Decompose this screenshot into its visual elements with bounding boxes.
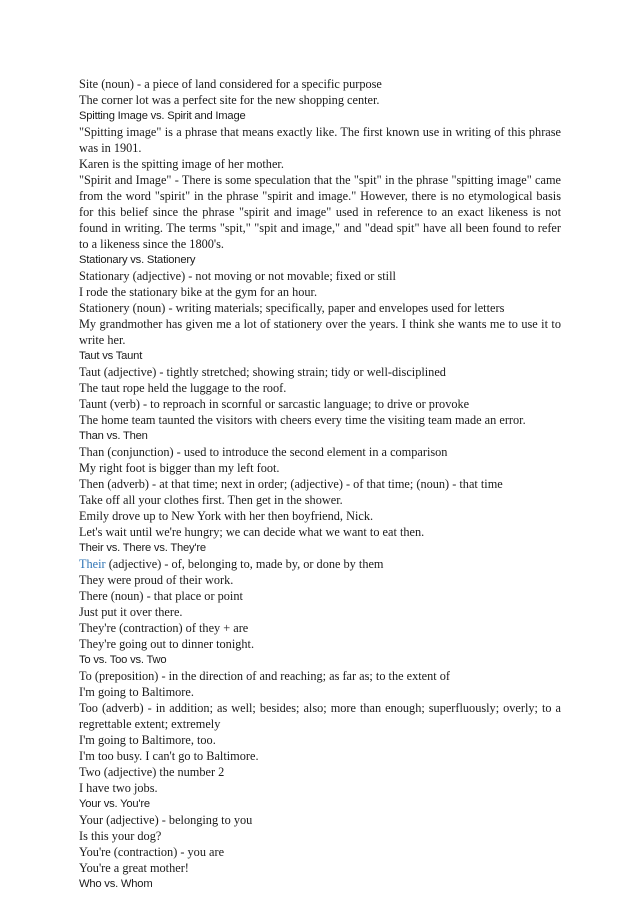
text-line: I rode the stationary bike at the gym for an hour. — [79, 285, 318, 299]
text-line: I have two jobs. — [79, 781, 158, 795]
text-line: They're going out to dinner tonight. — [79, 637, 255, 651]
text-line-rest: (adjective) - of, belonging to, made by, or done by them — [105, 557, 384, 571]
text-line: was in 1901. — [79, 141, 142, 155]
document-body — [79, 76, 561, 892]
text-line: Take off all your clothes first. Then get in the shower. — [79, 493, 343, 507]
text-line: They're (contraction) of they + are — [79, 621, 249, 635]
text-line: My grandmother has given me a lot of stationery over the years. I think she wants me to use it to — [79, 317, 561, 331]
text-line: Two (adjective) the number 2 — [79, 765, 225, 779]
section-heading: Who vs. Whom — [79, 878, 153, 890]
text-line: write her. — [79, 333, 126, 347]
text-line: Emily drove up to New York with her then boyfriend, Nick. — [79, 509, 374, 523]
text-line: from the word "spirit" in the phrase "spirit and image." However, there is no etymological basis — [79, 189, 561, 203]
text-line: Then (adverb) - at that time; next in order; (adjective) - of that time; (noun) - that time — [79, 477, 503, 491]
text-line: There (noun) - that place or point — [79, 589, 243, 603]
text-line: regrettable extent; extremely — [79, 717, 221, 731]
section-heading: Stationary vs. Stationery — [79, 254, 196, 266]
text-line: I'm going to Baltimore, too. — [79, 733, 216, 747]
text-line: to a likeness since the 1800's. — [79, 237, 224, 251]
text-line: Karen is the spitting image of her mother. — [79, 157, 284, 171]
text-line: My right foot is bigger than my left foot. — [79, 461, 280, 475]
text-line: for this belief since the phrase "spirit and image" used in reference to an exact likeness is not — [79, 205, 561, 219]
section-heading: Than vs. Then — [79, 430, 148, 442]
text-line: I'm too busy. I can't go to Baltimore. — [79, 749, 259, 763]
text-line: Taunt (verb) - to reproach in scornful or sarcastic language; to drive or provoke — [79, 397, 470, 411]
text-line: Is this your dog? — [79, 829, 162, 843]
text-line: The corner lot was a perfect site for the new shopping center. — [79, 93, 380, 107]
text-line: "Spirit and Image" - There is some speculation that the "spit" in the phrase "spitting image" came — [79, 173, 561, 187]
text-line: Just put it over there. — [79, 605, 183, 619]
hyperlink[interactable]: Their — [79, 557, 106, 571]
text-line: The taut rope held the luggage to the roof. — [79, 381, 287, 395]
text-line: Stationary (adjective) - not moving or not movable; fixed or still — [79, 269, 396, 283]
text-line: found in writing. The terms "spit," "spit and image," and "dead spit" have all been found to refer — [79, 221, 561, 235]
section-heading: Their vs. There vs. They're — [79, 542, 206, 554]
section-heading: Taut vs Taunt — [79, 350, 143, 362]
section-heading: Your vs. You're — [79, 798, 150, 810]
text-line: Taut (adjective) - tightly stretched; showing strain; tidy or well-disciplined — [79, 365, 446, 379]
text-line: The home team taunted the visitors with cheers every time the visiting team made an error. — [79, 413, 526, 427]
text-line: I'm going to Baltimore. — [79, 685, 194, 699]
text-line: Your (adjective) - belonging to you — [79, 813, 253, 827]
text-line: Too (adverb) - in addition; as well; besides; also; more than enough; superfluously; overly; to a — [79, 701, 561, 715]
section-heading: Spitting Image vs. Spirit and Image — [79, 110, 246, 122]
text-line: Stationery (noun) - writing materials; specifically, paper and envelopes used for letters — [79, 301, 505, 315]
section-heading: To vs. Too vs. Two — [79, 654, 167, 666]
text-line: Site (noun) - a piece of land considered for a specific purpose — [79, 77, 382, 91]
text-line: You're (contraction) - you are — [79, 845, 225, 859]
text-line: They were proud of their work. — [79, 573, 234, 587]
text-line: You're a great mother! — [79, 861, 189, 875]
text-line — [79, 556, 561, 572]
text-line: To (preposition) - in the direction of and reaching; as far as; to the extent of — [79, 669, 450, 683]
text-line: Than (conjunction) - used to introduce the second element in a comparison — [79, 445, 448, 459]
text-line: "Spitting image" is a phrase that means exactly like. The first known use in writing of this phrase — [79, 125, 561, 139]
text-line: Let's wait until we're hungry; we can decide what we want to eat then. — [79, 525, 425, 539]
